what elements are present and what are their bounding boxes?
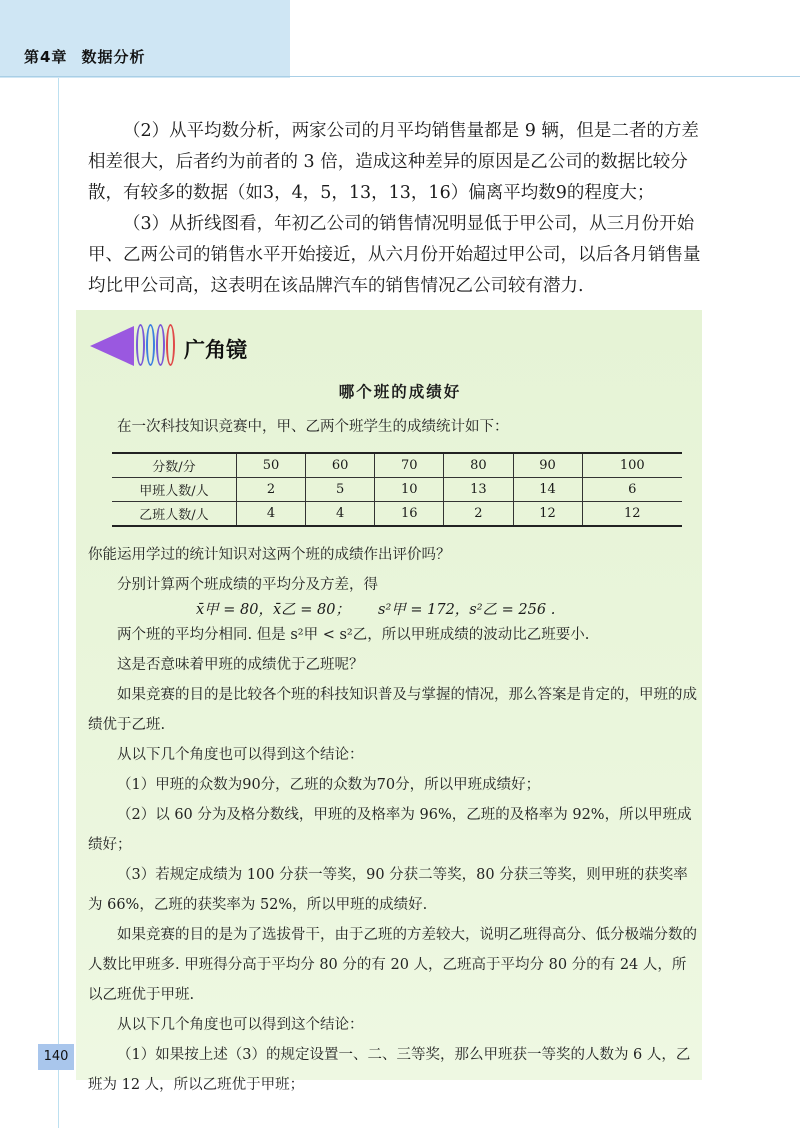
point-2: （2）以 60 分为及格分数线，甲班的及格率为 96%，乙班的及格率为 92%，所以甲班成绩好； xyxy=(88,807,692,853)
question-2: 分别计算两个班成绩的平均分及方差，得 xyxy=(117,577,378,593)
table-cell: 5 xyxy=(306,478,375,502)
ring-icon xyxy=(156,324,165,366)
table-cell: 6 xyxy=(582,478,682,502)
table-cell: 14 xyxy=(513,478,582,502)
paragraph-purpose-2: 如果竞赛的目的是为了选拔骨干，由于乙班的方差较大，说明乙班得高分、低分极端分数的人数比甲班多. 甲班得分高于平均分 80 分的有 20 人，乙班高于平均分 80 分的有 24 人，所以乙班优于甲班. xyxy=(88,927,697,1003)
table-cell: 13 xyxy=(444,478,513,502)
section-heading: 哪个班的成绩好 xyxy=(338,383,462,401)
table-cell: 80 xyxy=(444,453,513,478)
table-cell: 10 xyxy=(375,478,444,502)
table-cell: 50 xyxy=(237,453,306,478)
table-cell: 16 xyxy=(375,502,444,527)
paragraph-purpose-1: 如果竞赛的目的是比较各个班的科技知识普及与掌握的情况，那么答案是肯定的，甲班的成绩优于乙班. xyxy=(88,687,697,733)
table-cell: 70 xyxy=(375,453,444,478)
paragraph-angle-2: 从以下几个角度也可以得到这个结论： xyxy=(117,1017,364,1033)
table-cell: 4 xyxy=(237,502,306,527)
table-cell: 2 xyxy=(444,502,513,527)
formula-means: x̄甲 = 80，x̄乙 = 80； xyxy=(196,602,350,618)
ring-icon xyxy=(146,324,155,366)
chapter-number: 第4章 xyxy=(24,48,68,66)
point-1: （1）甲班的众数为90分，乙班的众数为70分，所以甲班成绩好； xyxy=(117,777,541,793)
table-cell: 90 xyxy=(513,453,582,478)
score-table xyxy=(112,452,682,527)
paragraph-2: （2）从平均数分析，两家公司的月平均销售量都是 9 辆，但是二者的方差相差很大，后者约为前者的 3 倍，造成这种差异的原因是乙公司的数据比较分散，有较多的数据（如3，4，5，13，13，16）偏离平均数9的程度大； xyxy=(88,121,699,203)
table-header-row xyxy=(112,453,682,478)
table-cell: 12 xyxy=(582,502,682,527)
paragraph-3: （3）从折线图看，年初乙公司的销售情况明显低于甲公司，从三月份开始甲、乙两公司的销售水平开始接近，从六月份开始超过甲公司，以后各月销售量均比甲公司高，这表明在该品牌汽车的销售情况乙公司较有潜力. xyxy=(88,214,701,296)
table-cell: 100 xyxy=(582,453,682,478)
paragraph-question: 这是否意味着甲班的成绩优于乙班呢？ xyxy=(117,657,364,673)
table-row xyxy=(112,502,682,527)
formula-variances: s²甲 = 172，s²乙 = 256 . xyxy=(378,602,556,618)
page-number: 140 xyxy=(38,1044,74,1070)
ring-icon xyxy=(136,324,145,366)
intro-paragraph: 在一次科技知识竞赛中，甲、乙两个班学生的成绩统计如下： xyxy=(117,419,509,435)
chapter-heading xyxy=(24,46,159,67)
paragraph-angle-1: 从以下几个角度也可以得到这个结论： xyxy=(117,747,364,763)
table-row xyxy=(112,478,682,502)
panel-title: 广角镜 xyxy=(184,338,247,362)
table-cell: 60 xyxy=(306,453,375,478)
table-cell: 12 xyxy=(513,502,582,527)
paragraph-same-mean: 两个班的平均分相同. 但是 s²甲 < s²乙，所以甲班成绩的波动比乙班要小. xyxy=(117,627,590,643)
ring-icon xyxy=(166,324,175,366)
chapter-title: 数据分析 xyxy=(81,48,146,66)
table-cell: 甲班人数/人 xyxy=(112,478,237,502)
header-divider xyxy=(0,76,800,77)
arrow-icon xyxy=(90,326,134,366)
table-cell: 分数/分 xyxy=(112,453,237,478)
table-cell: 4 xyxy=(306,502,375,527)
question-block xyxy=(88,540,700,600)
intro-text xyxy=(88,412,700,442)
point-3: （3）若规定成绩为 100 分获一等奖，90 分获二等奖，80 分获三等奖，则甲班的获奖率为 66%，乙班的获奖率为 52%，所以甲班的成绩好. xyxy=(88,867,688,913)
analysis-block xyxy=(88,620,700,1100)
main-body xyxy=(88,116,710,302)
point-b1: （1）如果按上述（3）的规定设置一、二、三等奖，那么甲班获一等奖的人数为 6 人，乙班为 12 人，所以乙班优于甲班； xyxy=(88,1047,691,1093)
table-cell: 乙班人数/人 xyxy=(112,502,237,527)
question-1: 你能运用学过的统计知识对这两个班的成绩作出评价吗？ xyxy=(88,547,451,563)
table-cell: 2 xyxy=(237,478,306,502)
margin-rule xyxy=(58,78,59,1128)
